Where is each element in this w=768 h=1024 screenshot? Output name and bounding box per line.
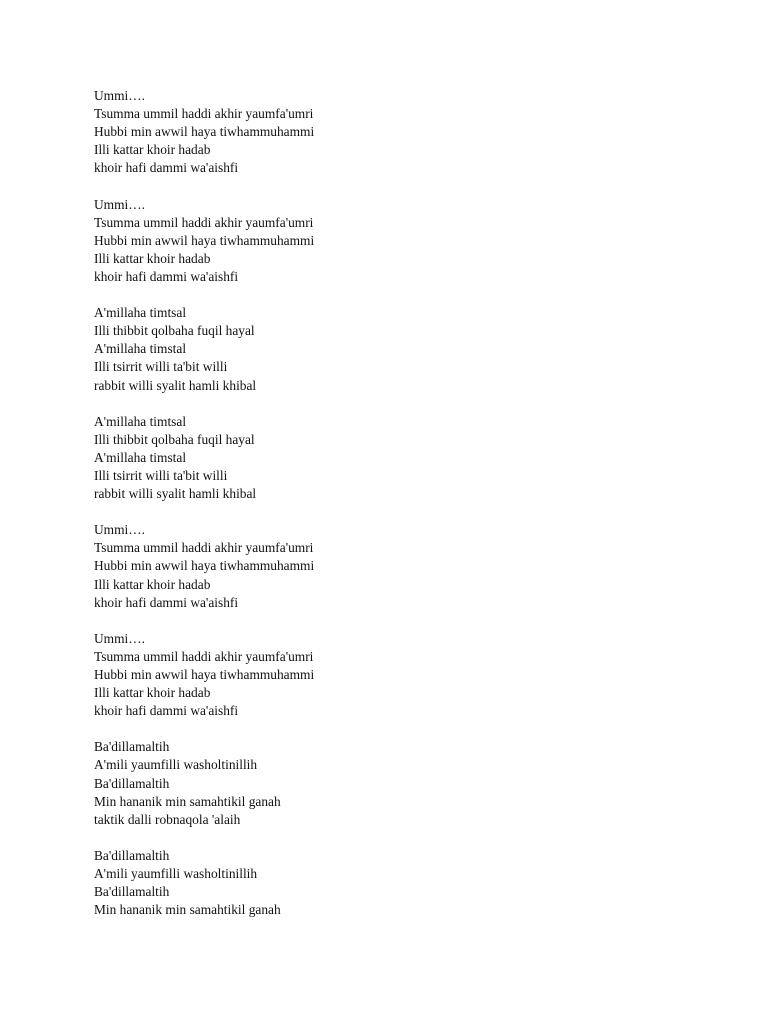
lyric-line: khoir hafi dammi wa'aishfi: [94, 594, 239, 610]
lyric-line: Hubbi min awwil haya tiwhammuhammi: [94, 558, 315, 574]
lyric-line: Illi kattar khoir hadab: [94, 250, 211, 266]
lyrics-stanza: [94, 196, 694, 286]
lyric-line: Illi kattar khoir hadab: [94, 576, 211, 592]
lyric-line: Hubbi min awwil haya tiwhammuhammi: [94, 232, 315, 248]
lyrics-stanza: [94, 413, 694, 503]
lyrics-stanza: [94, 87, 694, 177]
lyric-line: Tsumma ummil haddi akhir yaumfa'umri: [94, 648, 314, 664]
lyric-line: A'mili yaumfilli washoltinillih: [94, 866, 258, 882]
lyric-line: Min hananik min samahtikil ganah: [94, 902, 281, 918]
lyrics-stanza: [94, 630, 694, 720]
lyrics-stanza: [94, 847, 694, 919]
lyric-line: taktik dalli robnaqola 'alaih: [94, 811, 241, 827]
lyric-line: Tsumma ummil haddi akhir yaumfa'umri: [94, 106, 314, 122]
lyric-line: Tsumma ummil haddi akhir yaumfa'umri: [94, 540, 314, 556]
lyric-line: Min hananik min samahtikil ganah: [94, 793, 281, 809]
lyric-line: Illi tsirrit willi ta'bit willi: [94, 467, 228, 483]
lyrics-stanza: [94, 521, 694, 611]
lyric-line: Ummi….: [94, 88, 145, 103]
lyric-line: Illi kattar khoir hadab: [94, 685, 211, 701]
lyric-line: Ummi….: [94, 522, 145, 538]
lyric-line: Illi kattar khoir hadab: [94, 142, 211, 158]
lyric-line: Illi thibbit qolbaha fuqil hayal: [94, 323, 255, 339]
lyric-line: Hubbi min awwil haya tiwhammuhammi: [94, 124, 315, 140]
lyric-line: Tsumma ummil haddi akhir yaumfa'umri: [94, 214, 314, 230]
lyric-line: Ba'dillamaltih: [94, 775, 170, 791]
lyric-line: Ummi….: [94, 630, 145, 646]
lyric-line: Ba'dillamaltih: [94, 884, 170, 900]
lyrics-stanza: [94, 738, 694, 828]
lyric-line: A'millaha timstal: [94, 449, 187, 465]
lyric-line: khoir hafi dammi wa'aishfi: [94, 160, 239, 176]
lyrics-body: [94, 87, 694, 937]
lyric-line: khoir hafi dammi wa'aishfi: [94, 703, 239, 719]
lyric-line: Hubbi min awwil haya tiwhammuhammi: [94, 667, 315, 682]
lyric-line: Illi tsirrit willi ta'bit willi: [94, 359, 228, 375]
lyric-line: A'millaha timtsal: [94, 413, 187, 429]
lyric-line: A'mili yaumfilli washoltinillih: [94, 757, 258, 773]
lyric-line: A'millaha timtsal: [94, 305, 187, 321]
lyric-line: Ummi….: [94, 196, 145, 212]
lyric-line: Ba'dillamaltih: [94, 739, 170, 755]
lyric-line: rabbit willi syalit hamli khibal: [94, 486, 257, 502]
lyric-line: A'millaha timstal: [94, 341, 187, 357]
lyrics-stanza: [94, 304, 694, 394]
lyric-line: Illi thibbit qolbaha fuqil hayal: [94, 431, 255, 447]
lyric-line: khoir hafi dammi wa'aishfi: [94, 268, 239, 284]
lyric-line: rabbit willi syalit hamli khibal: [94, 377, 257, 393]
lyric-line: Ba'dillamaltih: [94, 847, 170, 863]
